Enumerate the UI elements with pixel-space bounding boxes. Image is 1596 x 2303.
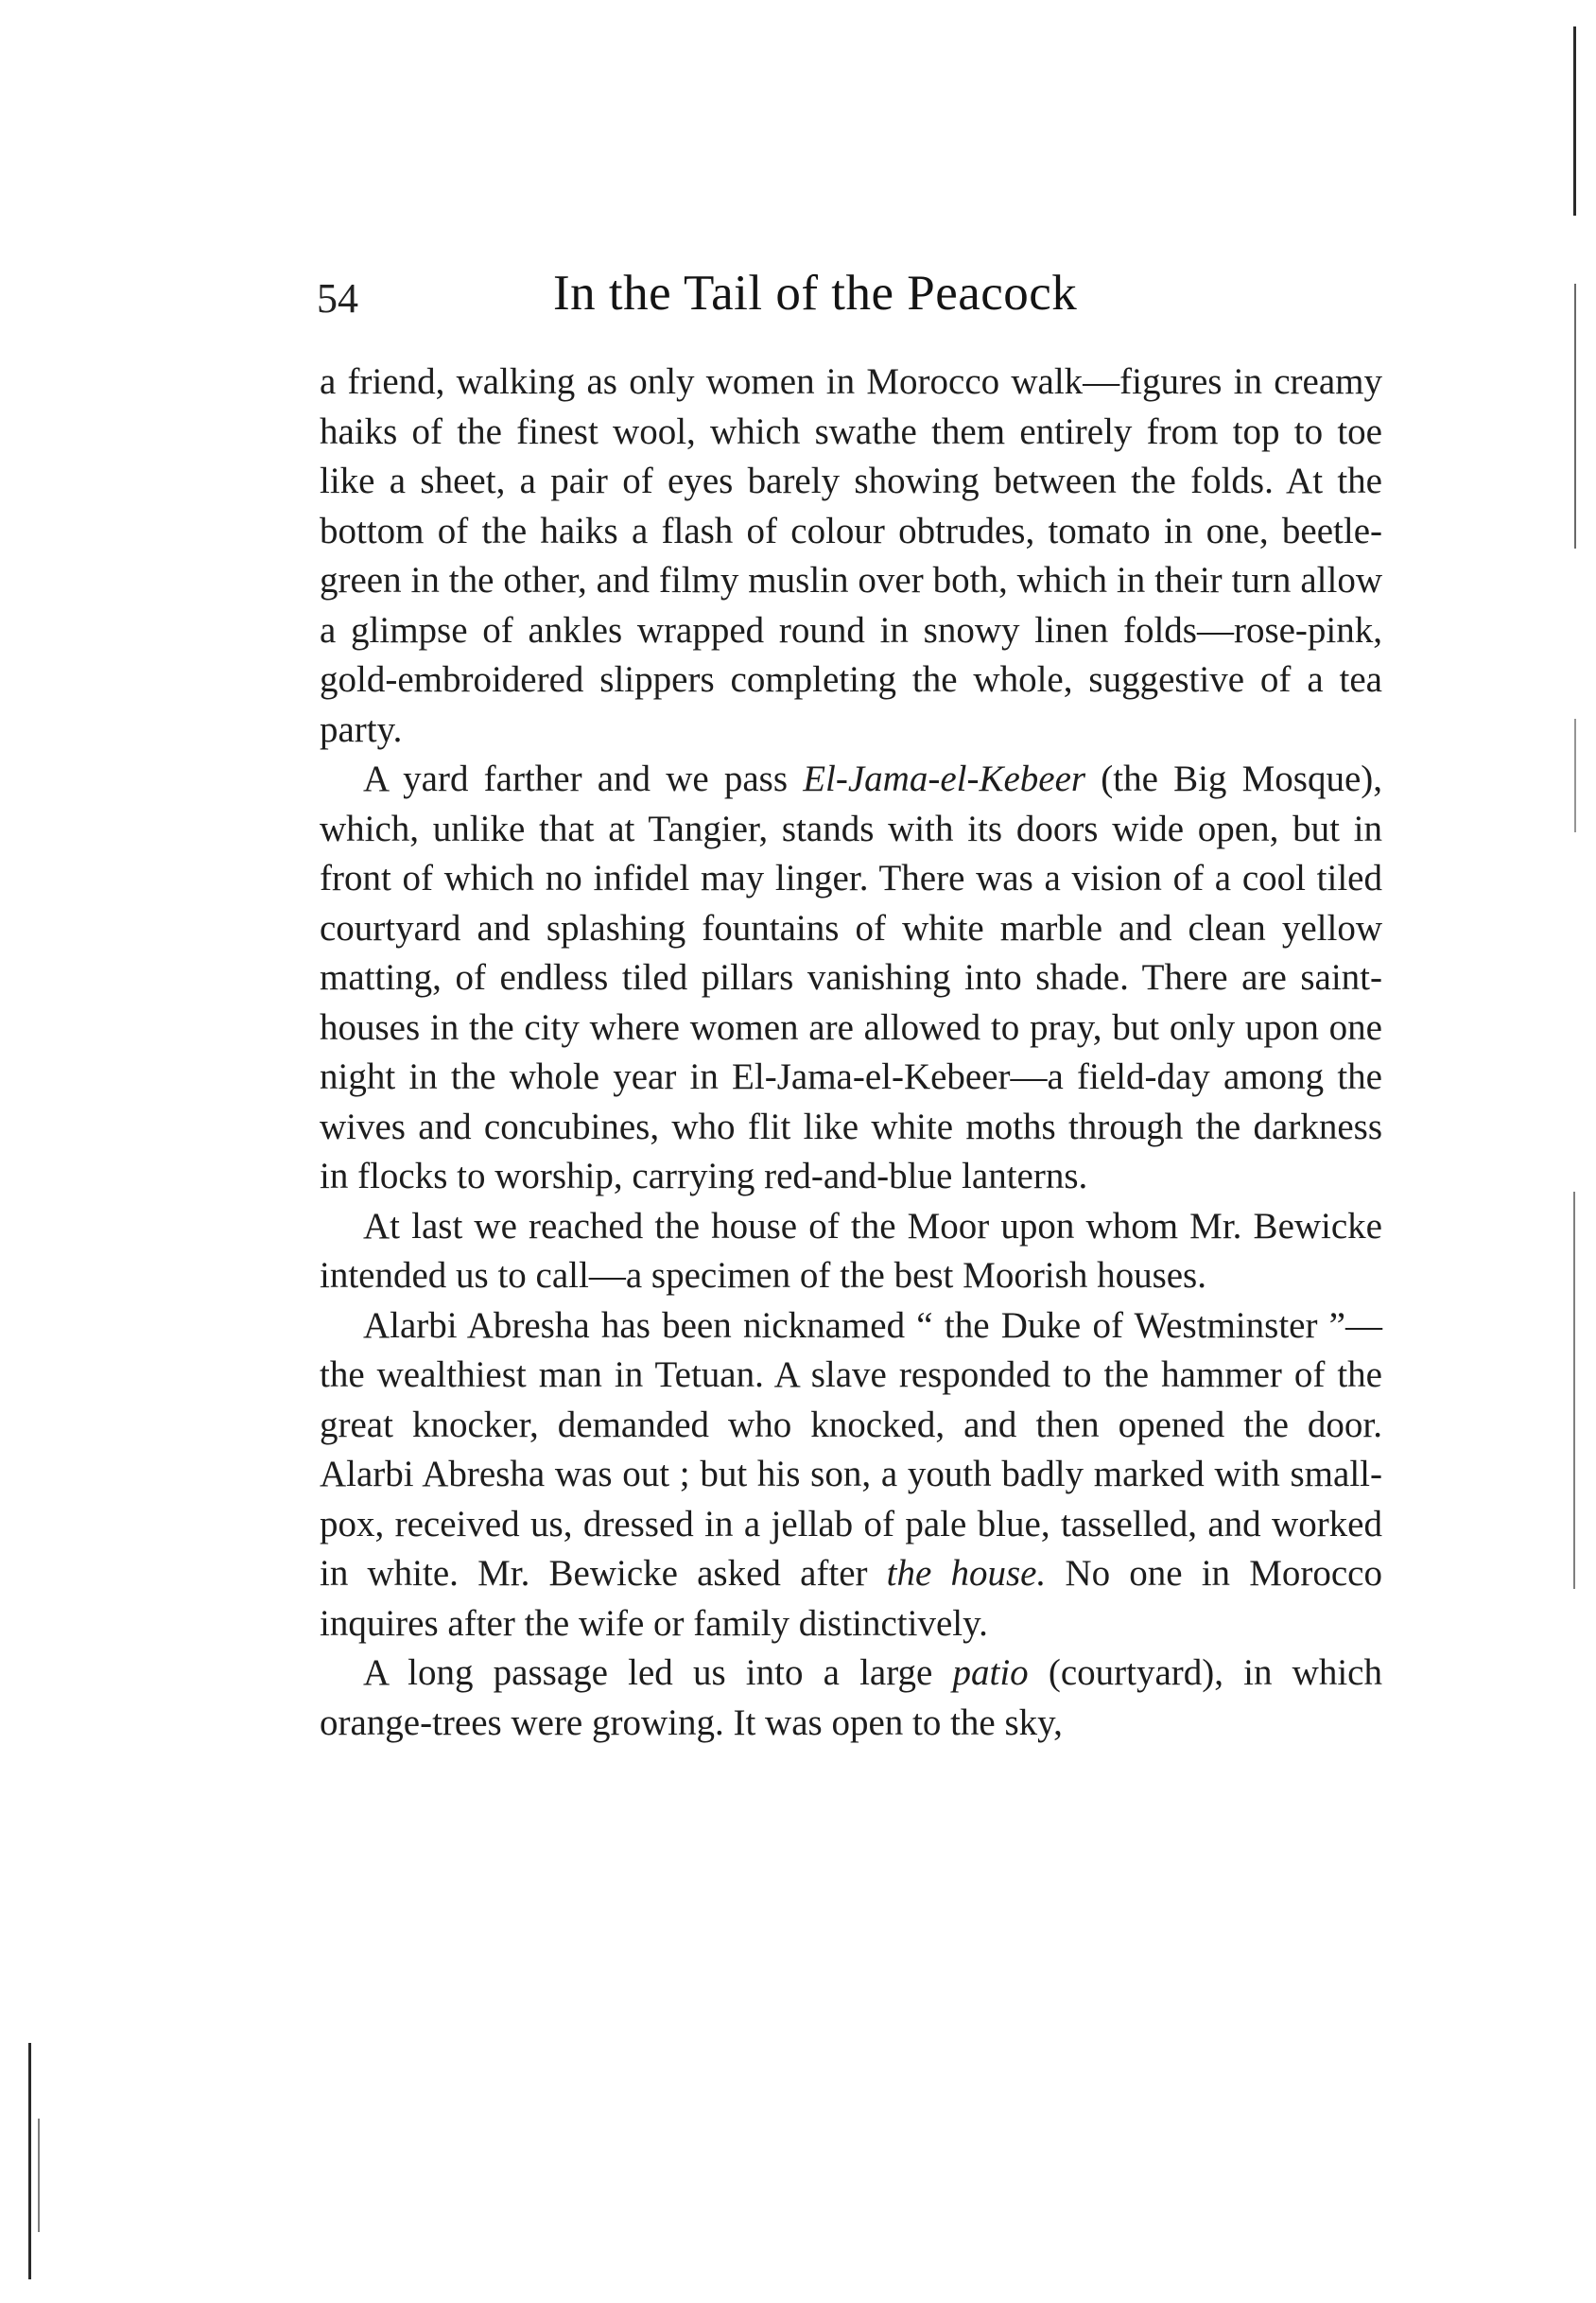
paragraph xyxy=(320,358,1382,755)
scan-edge-mark xyxy=(28,2043,31,2279)
scan-edge-mark xyxy=(38,2119,40,2232)
italic-term: the house. xyxy=(886,1553,1047,1594)
body-text xyxy=(320,358,1382,1748)
page-number: 54 xyxy=(317,275,358,322)
paragraph-text: (courtyard), in which orange-trees were growing. It was open to the sky, xyxy=(320,1652,1382,1743)
paragraph-text: a friend, walking as only women in Morocco walk—figures in creamy haiks of the finest wool, which swathe them entirely from top to toe like a sheet, a pair of eyes barely showing between the folds. At the bottom of the haiks a flash of colour obtrudes, tomato in one, beetle-green in the other, and filmy muslin over both, which in their turn allow a glimpse of ankles wrapped round in snowy linen folds—rose-pink, gold-embroidered slippers completing the whole, suggestive of a tea party. xyxy=(320,361,1382,750)
paragraph xyxy=(320,755,1382,1202)
paragraph-text: A yard farther and we pass xyxy=(363,759,804,799)
page-header xyxy=(317,265,1385,340)
paragraph-text: No one in Morocco inquires after the wife or family distinctively. xyxy=(320,1553,1382,1644)
paragraph-text: Alarbi Abresha has been nicknamed “ the Duke of Westminster ”—the wealthiest man in Tetuan. A slave responded to the hammer of the great knocker, demanded who knocked, and then opened the door. Alarbi Abresha was out ; but his son, a youth badly marked with small-pox, received us, dressed in a jellab of pale blue, tasselled, and worked in white. Mr. Bewicke asked after xyxy=(320,1304,1382,1594)
paragraph xyxy=(320,1301,1382,1649)
running-title: In the Tail of the Peacock xyxy=(553,266,1078,321)
scan-edge-mark xyxy=(1574,284,1576,549)
paragraph xyxy=(320,1649,1382,1748)
paragraph-text: A long passage led us into a large xyxy=(363,1652,953,1693)
scan-edge-mark xyxy=(1573,1192,1575,1589)
italic-term: patio xyxy=(952,1652,1029,1693)
italic-term: El-Jama-el-Kebeer xyxy=(803,759,1086,799)
scan-edge-mark xyxy=(1574,719,1576,832)
paragraph-text: (the Big Mosque), which, unlike that at Tangier, stands with its doors wide open, but in front of which no infidel may linger. There was a vision of a cool tiled courtyard and splashing fountains of white marble and clean yellow matting, of endless tiled pillars vanishing into shade. There are saint-houses in the city where women are allowed to pray, but only upon one night in the whole year in El-Jama-el-Kebeer—a field-day among the wives and concubines, who flit like white moths through the darkness in flocks to worship, carrying red-and-blue lanterns. xyxy=(320,759,1382,1196)
paragraph-text: At last we reached the house of the Moor upon whom Mr. Bewicke intended us to call—a specimen of the best Moorish houses. xyxy=(320,1205,1382,1296)
scan-edge-mark xyxy=(1573,26,1576,216)
paragraph xyxy=(320,1202,1382,1301)
